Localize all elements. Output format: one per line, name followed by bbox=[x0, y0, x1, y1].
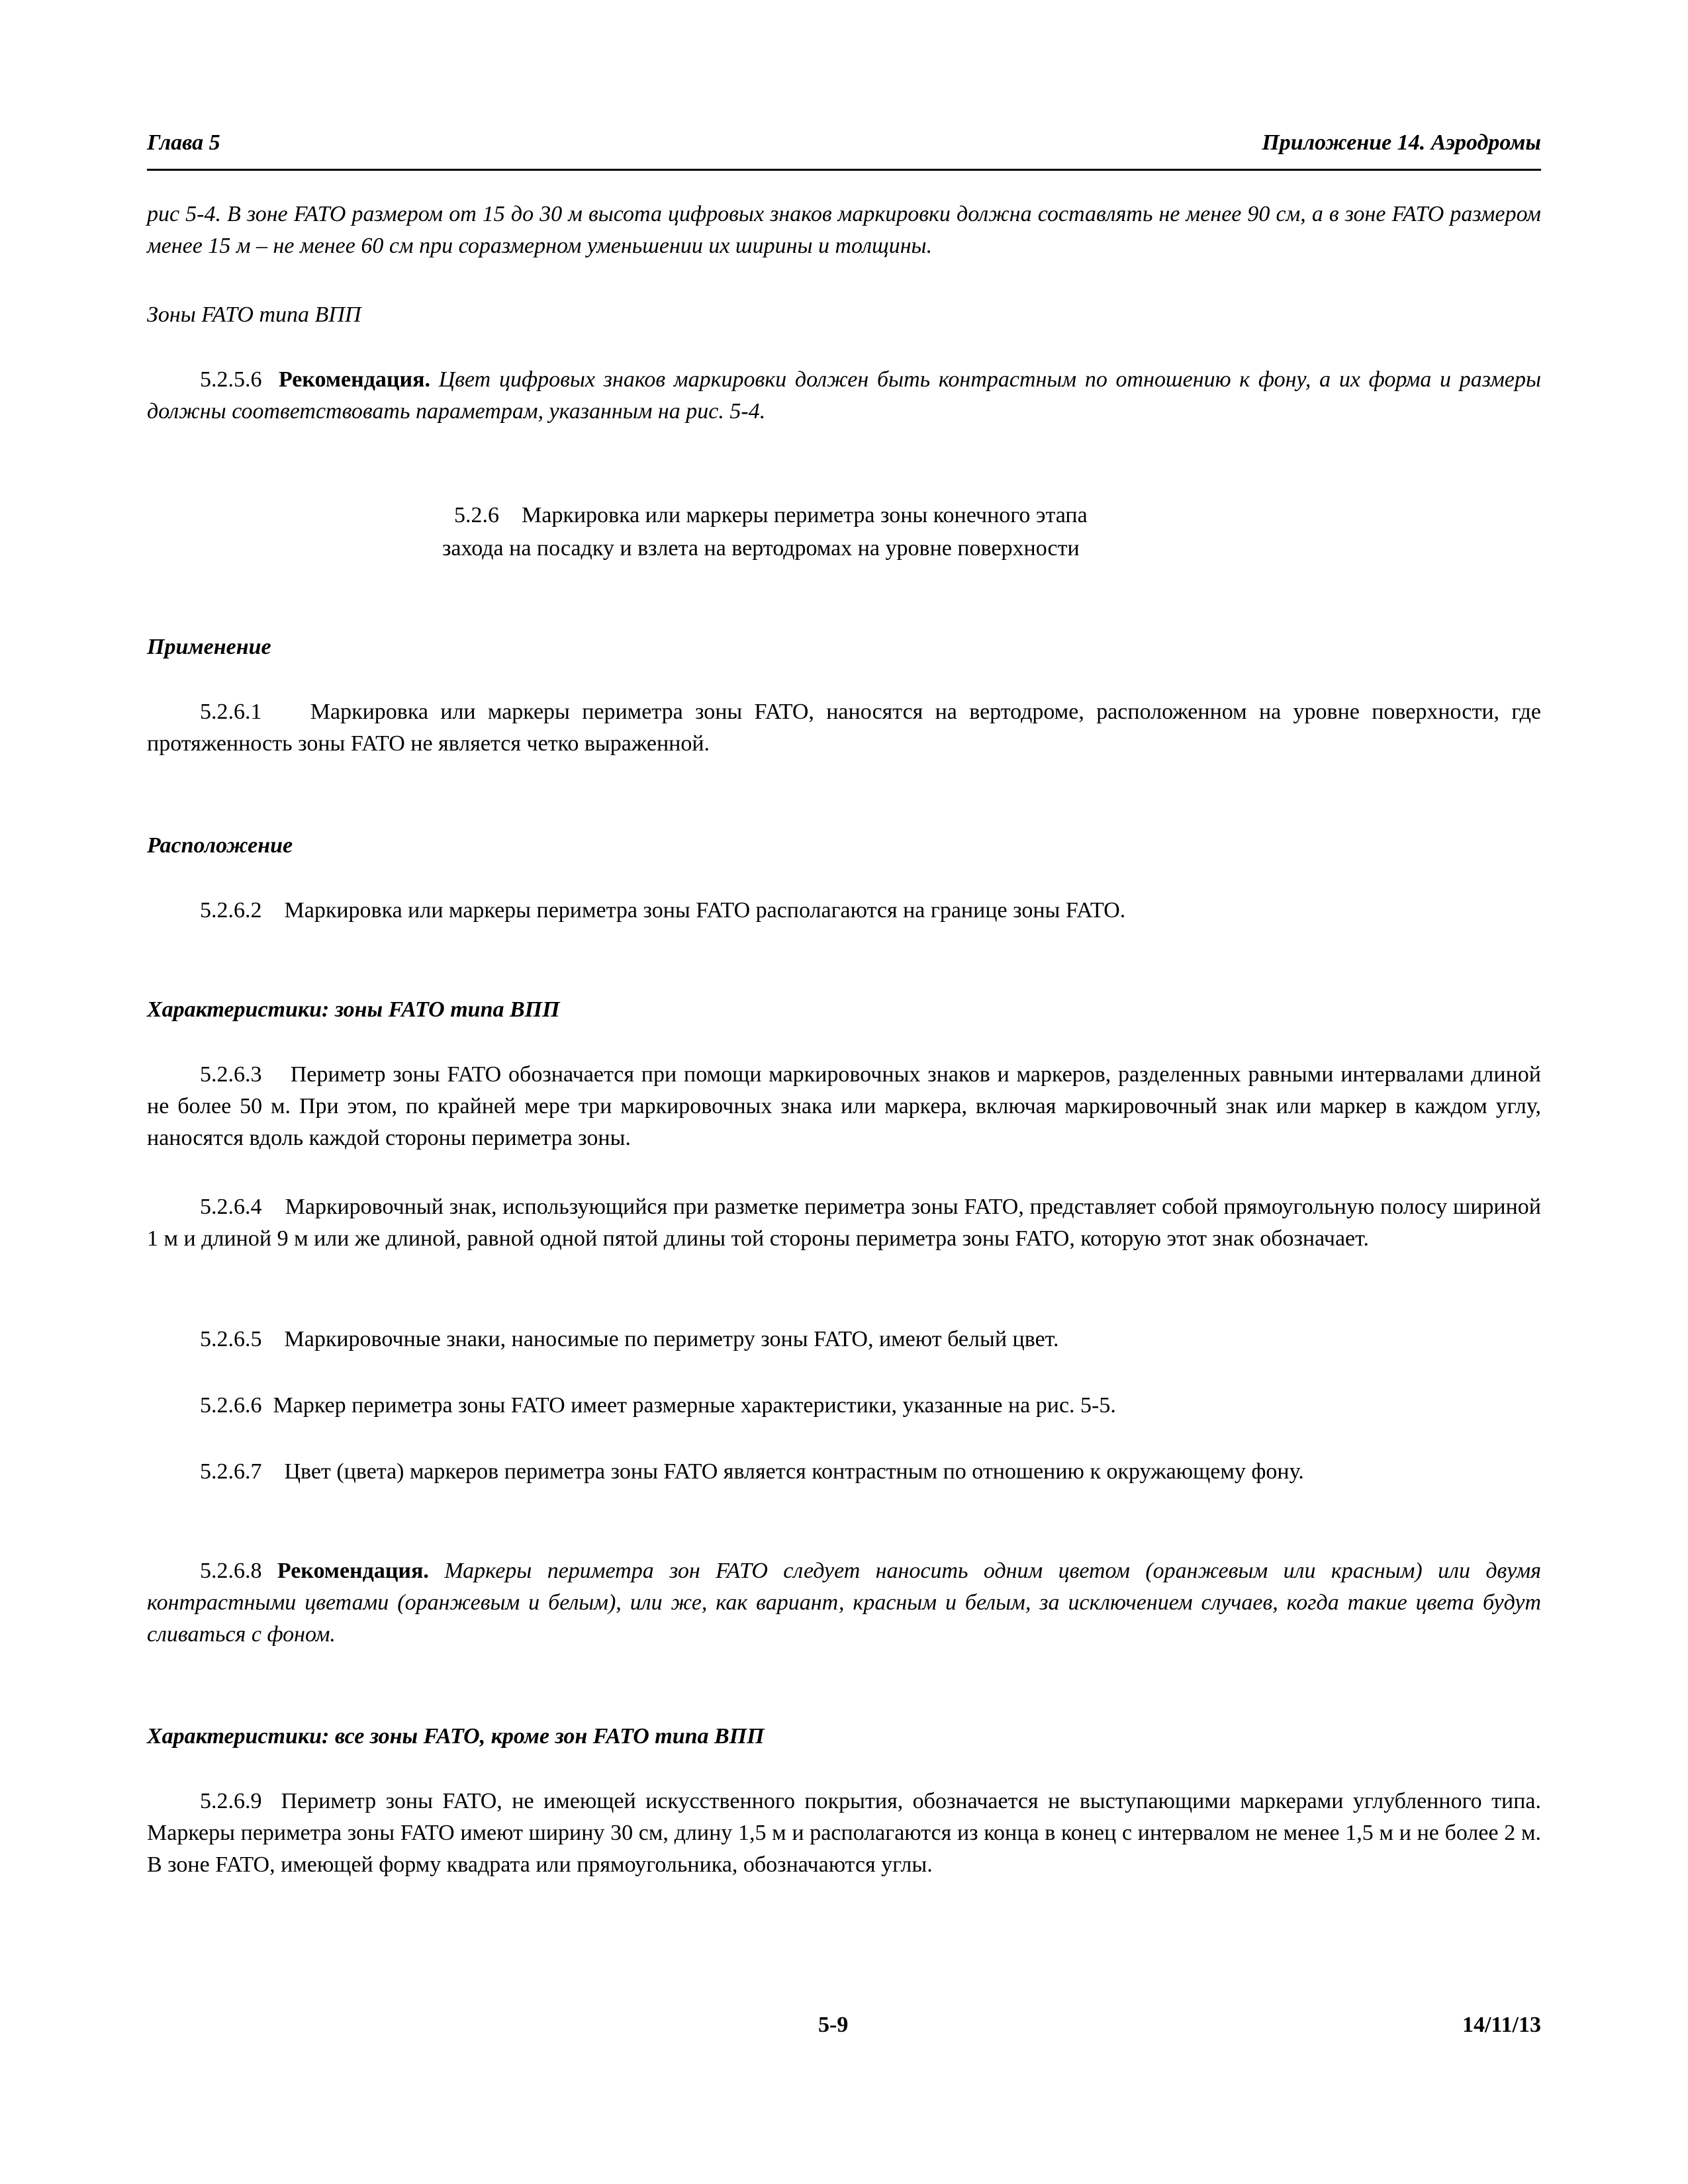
section-title bbox=[442, 499, 1309, 565]
section-title-line2: захода на посадку и взлета на вертодромах на уровне поверхности bbox=[442, 536, 1080, 561]
paragraph-5-2-6-2: 5.2.6.2 Маркировка или маркеры периметра зоны FATO располагаются на границе зоны FATO. bbox=[200, 898, 1126, 923]
recommendation-text: Маркеры периметра зон FATO следует наносить одним цветом (оранжевым или красным) или двумя контрастными цветами (оранжевым и белым), или же, как вариант, красным и белым, за исключением случаев, когда такие цвета будут сливаться с фоном. bbox=[147, 1559, 1542, 1647]
paragraph-5-2-6-1: 5.2.6.1 Маркировка или маркеры периметра зоны FATO, наносятся на вертодроме, расположенном на уровне поверхности, где протяженность зоны FATO не является четко выраженной. bbox=[147, 700, 1547, 756]
heading-location: Расположение bbox=[147, 833, 293, 858]
paragraph-continuation: рис 5-4. В зоне FATO размером от 15 до 30 м высота цифровых знаков маркировки должна составлять не менее 90 см, а в зоне FATO размером менее 15 м – не менее 60 см при соразмерном уменьшении их ширины и толщины. bbox=[147, 202, 1541, 258]
paragraph-5-2-6-7: 5.2.6.7 Цвет (цвета) маркеров периметра зоны FATO является контрастным по отношению к окружающему фону. bbox=[200, 1459, 1304, 1484]
paragraph-5-2-5-6 bbox=[147, 364, 1541, 428]
paragraph-number: 5.2.5.6 bbox=[200, 367, 262, 392]
paragraph-5-2-6-9: 5.2.6.9 Периметр зоны FATO, не имеющей искусственного покрытия, обозначается не выступающими маркерами углубленного типа. Маркеры периметра зоны FATO имеют ширину 30 см, длину 1,5 м и располагаются из конца в конец с интервалом не менее 1,5 м и не более 2 м. В зоне FATO, имеющей форму квадрата или прямоугольника, обозначаются углы. bbox=[147, 1789, 1547, 1877]
paragraph-5-2-6-8 bbox=[147, 1555, 1541, 1651]
header-chapter: Глава 5 bbox=[147, 130, 220, 155]
paragraph-5-2-6-4: 5.2.6.4 Маркировочный знак, использующийся при разметке периметра зоны FATO, представляет собой прямоугольную полосу шириной 1 м и длиной 9 м или же длиной, равной одной пятой длины той стороны периметра зоны FATO, которую этот знак обозначает. bbox=[147, 1195, 1547, 1251]
header-rule bbox=[147, 169, 1541, 171]
heading-characteristics-all: Характеристики: все зоны FATO, кроме зон FATO типа ВПП bbox=[147, 1724, 765, 1749]
paragraph-5-2-6-6: 5.2.6.6 Маркер периметра зоны FATO имеет размерные характеристики, указанные на рис. 5-5. bbox=[200, 1393, 1116, 1418]
footer-page-number: 5-9 bbox=[818, 2013, 849, 2037]
footer-date: 14/11/13 bbox=[1462, 2013, 1541, 2037]
heading-characteristics-runway: Характеристики: зоны FATO типа ВПП bbox=[147, 997, 560, 1022]
header-annex: Приложение 14. Аэродромы bbox=[1262, 130, 1541, 155]
recommendation-label: Рекомендация. bbox=[277, 1559, 429, 1583]
recommendation-text: Цвет цифровых знаков маркировки должен быть контрастным по отношению к фону, а их форма и размеры должны соответствовать параметрам, указанным на рис. 5-4. bbox=[147, 367, 1542, 424]
paragraph-number: 5.2.6.8 bbox=[200, 1559, 262, 1583]
zones-runway-label: Зоны FATO типа ВПП bbox=[147, 302, 361, 327]
recommendation-label: Рекомендация. bbox=[278, 367, 430, 392]
heading-application: Применение bbox=[147, 635, 271, 659]
section-title-line1: 5.2.6 Маркировка или маркеры периметра зоны конечного этапа bbox=[454, 503, 1088, 527]
paragraph-5-2-6-5: 5.2.6.5 Маркировочные знаки, наносимые по периметру зоны FATO, имеют белый цвет. bbox=[200, 1327, 1059, 1351]
paragraph-5-2-6-3: 5.2.6.3 Периметр зоны FATO обозначается при помощи маркировочных знаков и маркеров, разделенных равными интервалами длиной не более 50 м. При этом, по крайней мере три маркировочных знака или маркера, включая маркировочный знак или маркер в каждом углу, наносятся вдоль каждой стороны периметра зоны. bbox=[147, 1062, 1547, 1150]
